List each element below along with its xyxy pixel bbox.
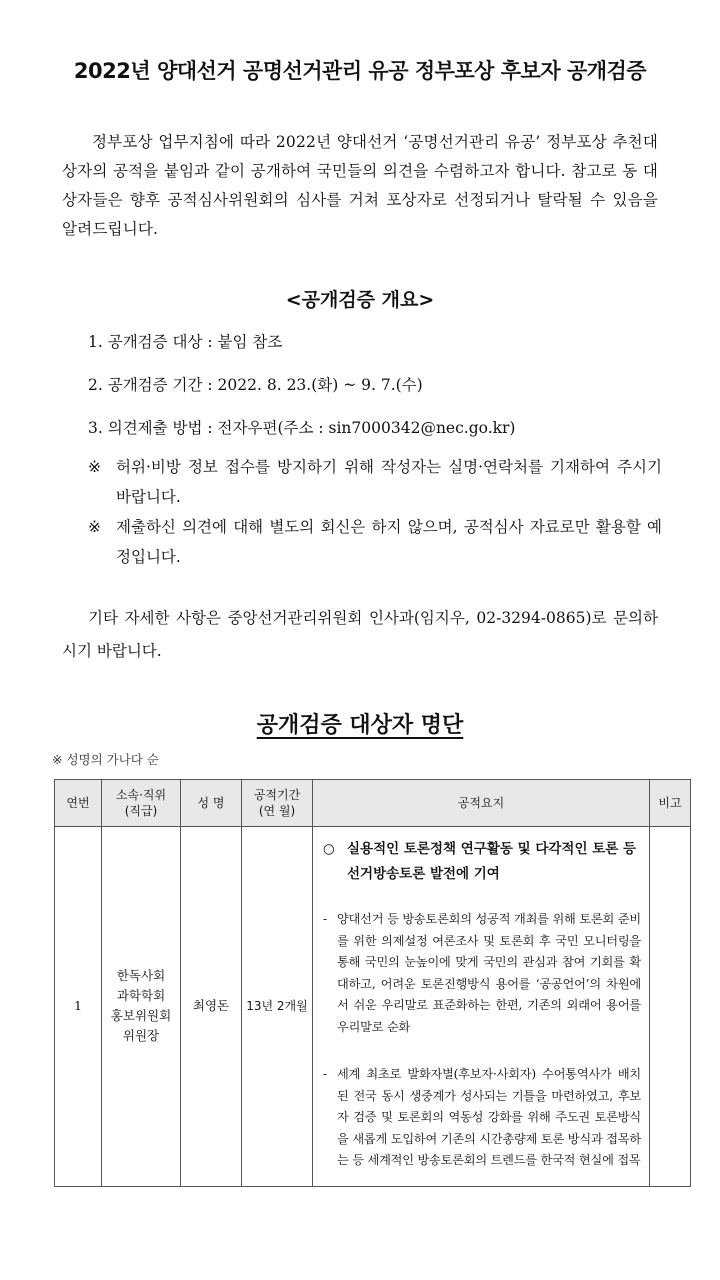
intro-paragraph: 정부포상 업무지침에 따라 2022년 양대선거 ‘공명선거관리 유공’ 정부포상 추천대상자의 공적을 붙임과 같이 공개하여 국민들의 의견을 수렴하고자 합니다. 참고로 동 대상자들은 향후 공적심사위원회의 심사를 거쳐 포상자로 선정되거나 탈락될 수 있음을 알려드립니다. [62,133,658,238]
header-no: 연번 [55,780,102,827]
header-name: 성 명 [181,780,242,827]
row-no: 1 [74,998,82,1014]
list-title: 공개검증 대상자 명단 [256,713,464,738]
order-note: ※ 성명의 가나다 순 [52,752,159,767]
cell-affiliation [102,827,181,1187]
summary-detail-text: 세계 최초로 발화자별(후보자·사회자) 수어통역사가 배치된 전국 동시 생중계가 성사되는 기틀을 마련하였고, 후보자 검증 및 토론회의 역동성 강화를 위해 주도권 토론방식을 새롭게 도입하여 기존의 시간총량제 토론 방식과 접목하는 등 세계적인 방송토론회의 트렌드를 한국적 현실에 접목 [337,1067,641,1167]
overview-note-1 [88,452,662,512]
row-name: 최영돈 [192,998,230,1014]
cell-no [55,827,102,1187]
overview-heading: <공개검증 개요> [285,289,435,311]
summary-headline [323,837,641,887]
dash-bullet-icon: - [323,1067,327,1081]
cell-name [181,827,242,1187]
summary-detail [323,1064,641,1172]
dash-bullet-icon: - [323,912,327,926]
row-period: 13년 2개월 [246,999,308,1014]
header-period [242,780,313,827]
overview-item-method: 3. 의견제출 방법 : 전자우편(주소 : sin7000342@nec.go.kr) [88,419,516,437]
cell-period [242,827,313,1187]
circle-bullet-icon: ○ [323,841,335,857]
reference-mark: ※ [88,518,101,536]
row-affiliation: 한독사회 과학학회 홍보위원회 위원장 [110,968,172,1044]
reference-mark: ※ [88,458,101,476]
summary-headline-text: 실용적인 토론정책 연구활동 및 다각적인 토론 등 선거방송토론 발전에 기여 [347,841,637,882]
table-row [55,827,691,1187]
header-remarks: 비고 [650,780,691,827]
header-summary: 공적요지 [313,780,650,827]
overview-item-target: 1. 공개검증 대상 : 붙임 참조 [88,333,283,351]
overview-note-text: 허위·비방 정보 접수를 방지하기 위해 작성자는 실명·연락처를 기재하여 주시기 바랍니다. [116,458,662,506]
page-title: 2022년 양대선거 공명선거관리 유공 정부포상 후보자 공개검증 [73,59,647,83]
summary-detail [323,909,641,1038]
candidate-table [54,779,691,1187]
cell-summary [313,827,650,1187]
contact-paragraph: 기타 자세한 사항은 중앙선거관리위원회 인사과(임지우, 02-3294-0865)로 문의하시기 바랍니다. [62,609,658,660]
overview-note-2 [88,512,662,572]
table-header-row [55,780,691,827]
header-affiliation [102,780,181,827]
overview-item-period: 2. 공개검증 기간 : 2022. 8. 23.(화) ~ 9. 7.(수) [88,376,423,394]
header-affiliation-label: 소속·직위 (직급) [115,788,167,818]
header-period-label: 공적기간 (연 월) [253,788,301,818]
cell-remarks [650,827,691,1187]
overview-note-text: 제출하신 의견에 대해 별도의 회신은 하지 않으며, 공적심사 자료로만 활용할 예정입니다. [116,518,662,566]
summary-detail-text: 양대선거 등 방송토론회의 성공적 개최를 위해 토론회 준비를 위한 의제설정 여론조사 및 토론회 후 국민 모니터링을 통해 국민의 눈높이에 맞게 국민의 관심과 참여 기회를 확대하고, 어려운 토론진행방식 용어를 ‘공공언어’의 차원에서 쉬운 우리말로 표준화하는 한편, 기존의 외래어 용어를 우리말로 순화 [337,912,641,1034]
